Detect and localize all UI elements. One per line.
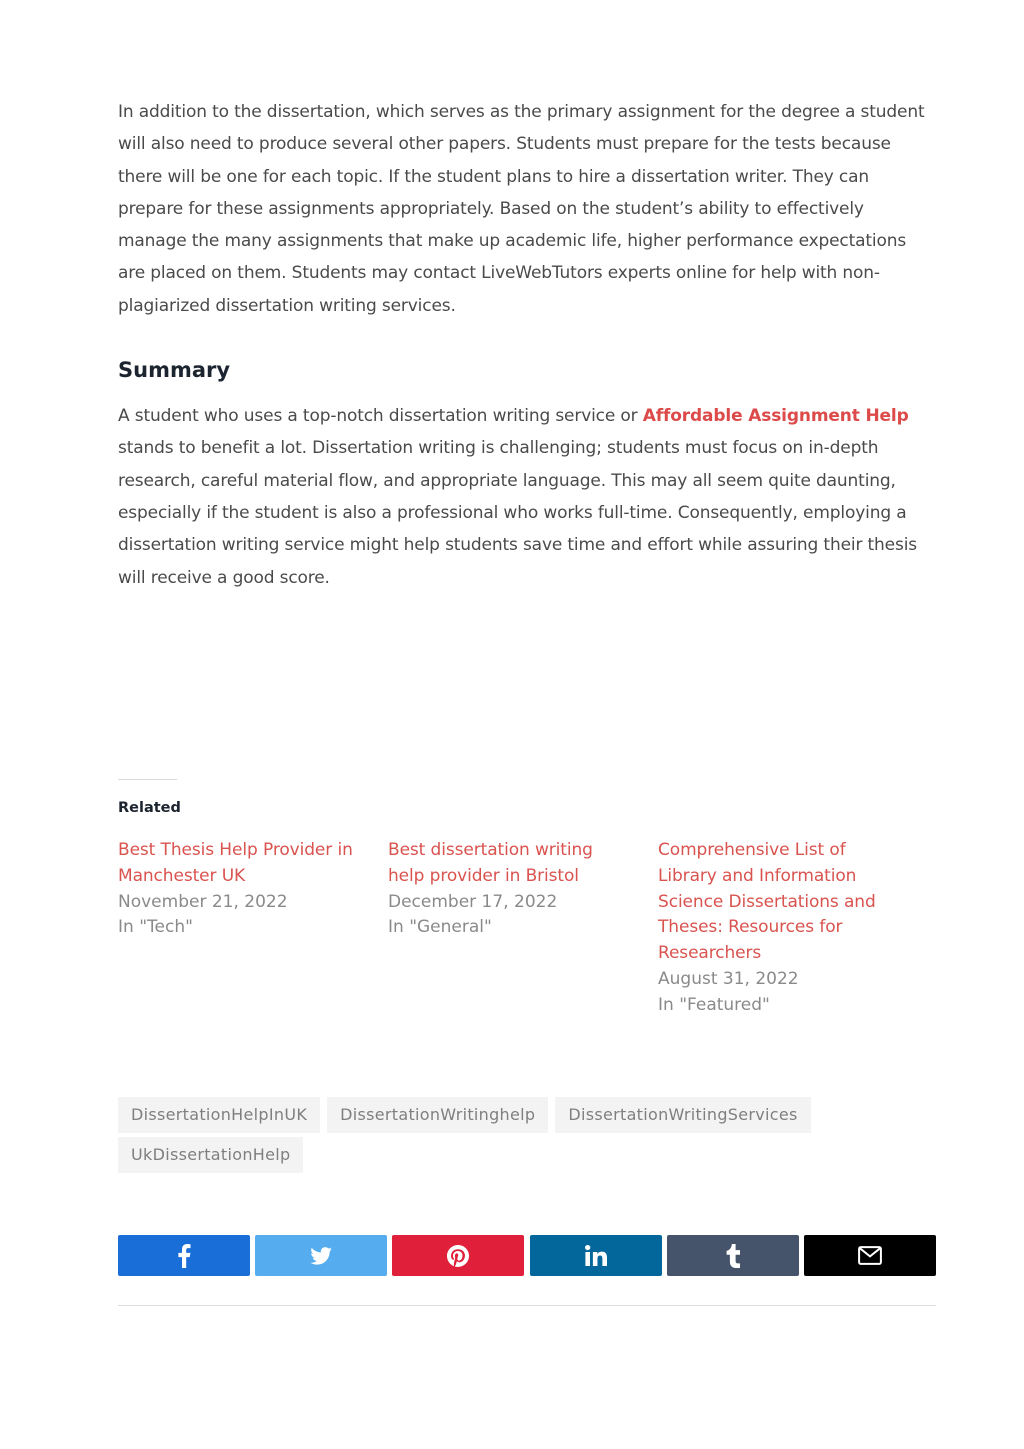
pinterest-share-button[interactable] [392, 1235, 524, 1276]
tag-dissertation-help-in-uk[interactable]: DissertationHelpInUK [118, 1097, 320, 1133]
share-buttons [118, 1235, 936, 1276]
related-title: Related [118, 800, 181, 816]
article-paragraph-2 [118, 400, 936, 594]
related-post-item [388, 838, 628, 1019]
facebook-share-button[interactable] [118, 1235, 250, 1276]
related-post-link[interactable]: Best dissertation writing help provider in Bristol [388, 840, 593, 886]
tag-dissertation-writing-help[interactable]: DissertationWritinghelp [327, 1097, 548, 1133]
tumblr-share-button[interactable] [667, 1235, 799, 1276]
tag-list [118, 1097, 936, 1177]
paragraph-2-text-after-link: stands to benefit a lot. Dissertation writing is challenging; students must focus on in-depth research, careful material flow, and appropriate language. This may all seem quite daunting, especially if the student is also a professional who works full-time. Consequently, employing a dissertation writing service might help students save time and effort while assuring their thesis will receive a good score. [118, 438, 917, 588]
article-paragraph-1: In addition to the dissertation, which serves as the primary assignment for the degree a student will also need to produce several other papers. Students must prepare for the tests because there will be one for each topic. If the student plans to hire a dissertation writer. They can prepare for these assignments appropriately. Based on the student’s ability to effectively manage the many assignments that make up academic life, higher performance expectations are placed on them. Students may contact LiveWebTutors experts online for help with non-plagiarized dissertation writing services. [118, 102, 925, 316]
affordable-assignment-help-link[interactable]: Affordable Assignment Help [642, 406, 909, 427]
related-post-category: In "Tech" [118, 917, 193, 938]
related-post-item [658, 838, 898, 1019]
paragraph-2-text-before-link: A student who uses a top-notch dissertation writing service or [118, 406, 643, 427]
email-share-button[interactable] [804, 1235, 936, 1276]
pinterest-icon [447, 1245, 469, 1267]
twitter-icon [310, 1247, 332, 1265]
summary-heading: Summary [118, 358, 231, 383]
related-post-date: December 17, 2022 [388, 891, 558, 912]
related-post-category: In "General" [388, 917, 492, 938]
related-post-link[interactable]: Best Thesis Help Provider in Manchester UK [118, 840, 353, 886]
email-icon [858, 1246, 882, 1265]
tag-dissertation-writing-services[interactable]: DissertationWritingServices [555, 1097, 810, 1133]
related-post-category: In "Featured" [658, 994, 770, 1015]
related-posts-section [118, 779, 936, 1019]
related-post-date: November 21, 2022 [118, 891, 288, 912]
related-divider [118, 779, 177, 780]
linkedin-share-button[interactable] [530, 1235, 662, 1276]
facebook-icon [177, 1244, 191, 1268]
tumblr-icon [726, 1244, 740, 1268]
share-divider [118, 1305, 936, 1306]
related-post-link[interactable]: Comprehensive List of Library and Information Science Dissertations and Theses: Resources for Researchers [658, 840, 876, 964]
article-content [118, 96, 936, 594]
related-post-item [118, 838, 358, 1019]
related-posts-list [118, 838, 936, 1019]
twitter-share-button[interactable] [255, 1235, 387, 1276]
related-post-date: August 31, 2022 [658, 968, 799, 989]
linkedin-icon [585, 1245, 607, 1266]
tag-uk-dissertation-help[interactable]: UkDissertationHelp [118, 1137, 303, 1173]
